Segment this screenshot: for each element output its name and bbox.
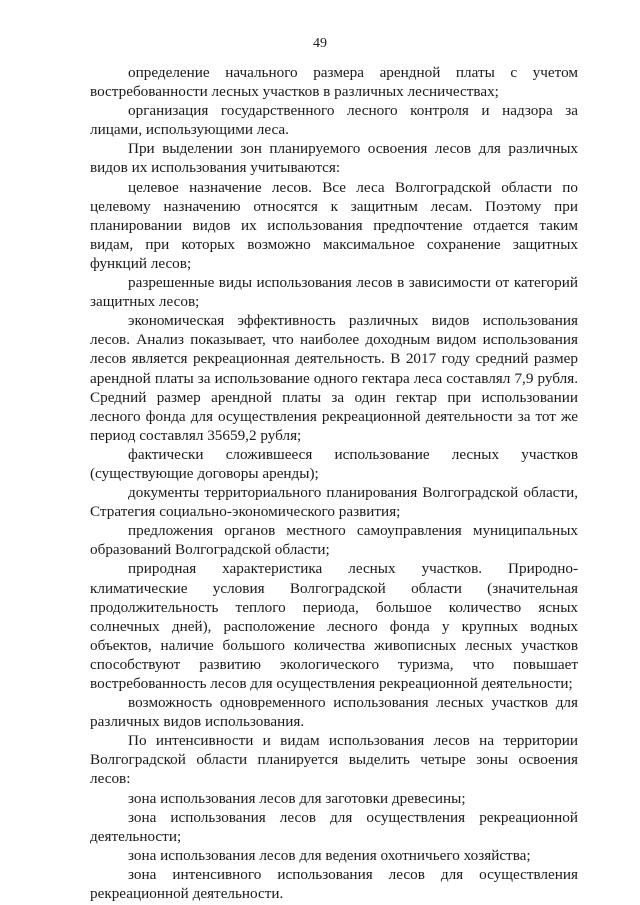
paragraph-municipal-proposals: предложения органов местного самоуправления муниципальных образований Волгоградской области; <box>90 522 578 559</box>
paragraph-zone-timber: зона использования лесов для заготовки древесины; <box>128 789 466 807</box>
paragraph-four-zones-intro: По интенсивности и видам использования лесов на территории Волгоградской области планируется выделить четыре зоны освоения лесов: <box>90 732 578 788</box>
paragraph-economic-efficiency: экономическая эффективность различных видов использования лесов. Анализ показывает, что наиболее доходным видом использования лесов является рекреационная деятельность. В 2017 году средний размер арендной платы за использование одного гектара леса составлял 7,9 рубля. Средний размер арендной платы за один гектар при использовании лесного фонда для осуществления рекреационной деятельности за тот же период составлял 35659,2 рубля; <box>90 312 578 444</box>
paragraph-zones-intro: При выделении зон планируемого освоения лесов для различных видов их использования учитываются: <box>90 140 578 177</box>
paragraph-initial-rent-determination: определение начального размера арендной платы с учетом востребованности лесных участков в различных лесничествах; <box>90 64 578 101</box>
paragraph-simultaneous-use: возможность одновременного использования лесных участков для различных видов использования. <box>90 694 578 731</box>
page-number: 49 <box>313 36 327 51</box>
paragraph-planning-documents: документы территориального планирования Волгоградской области, Стратегия социально-экономического развития; <box>90 484 578 521</box>
paragraph-target-purpose: целевое назначение лесов. Все леса Волгоградской области по целевому назначению относятся к защитным лесам. Поэтому при планировании видов их использования предпочтение отдается таким видам, при которых возможно максимальное сохранение защитных функций лесов; <box>90 178 578 272</box>
paragraph-actual-use: фактически сложившееся использование лесных участков (существующие договоры аренды); <box>90 445 578 482</box>
paragraph-zone-intensive-recreation: зона интенсивного использования лесов для осуществления рекреационной деятельности. <box>90 865 578 903</box>
paragraph-forest-control: организация государственного лесного контроля и надзора за лицами, использующими леса. <box>90 102 578 139</box>
paragraph-permitted-uses: разрешенные виды использования лесов в зависимости от категорий защитных лесов; <box>90 274 578 311</box>
paragraph-zone-recreation: зона использования лесов для осуществления рекреационной деятельности; <box>90 808 578 845</box>
paragraph-zone-hunting: зона использования лесов для ведения охотничьего хозяйства; <box>128 846 531 864</box>
document-body <box>90 63 578 903</box>
paragraph-natural-characteristics: природная характеристика лесных участков. Природно-климатические условия Волгоградской области (значительная продолжительность теплого периода, большое количество ясных солнечных дней), расположение лесного фонда у крупных водных объектов, наличие большого количества живописных лесных участков способствуют развитию экологического туризма, что повышает востребованность лесов для осуществления рекреационной деятельности; <box>90 560 578 692</box>
